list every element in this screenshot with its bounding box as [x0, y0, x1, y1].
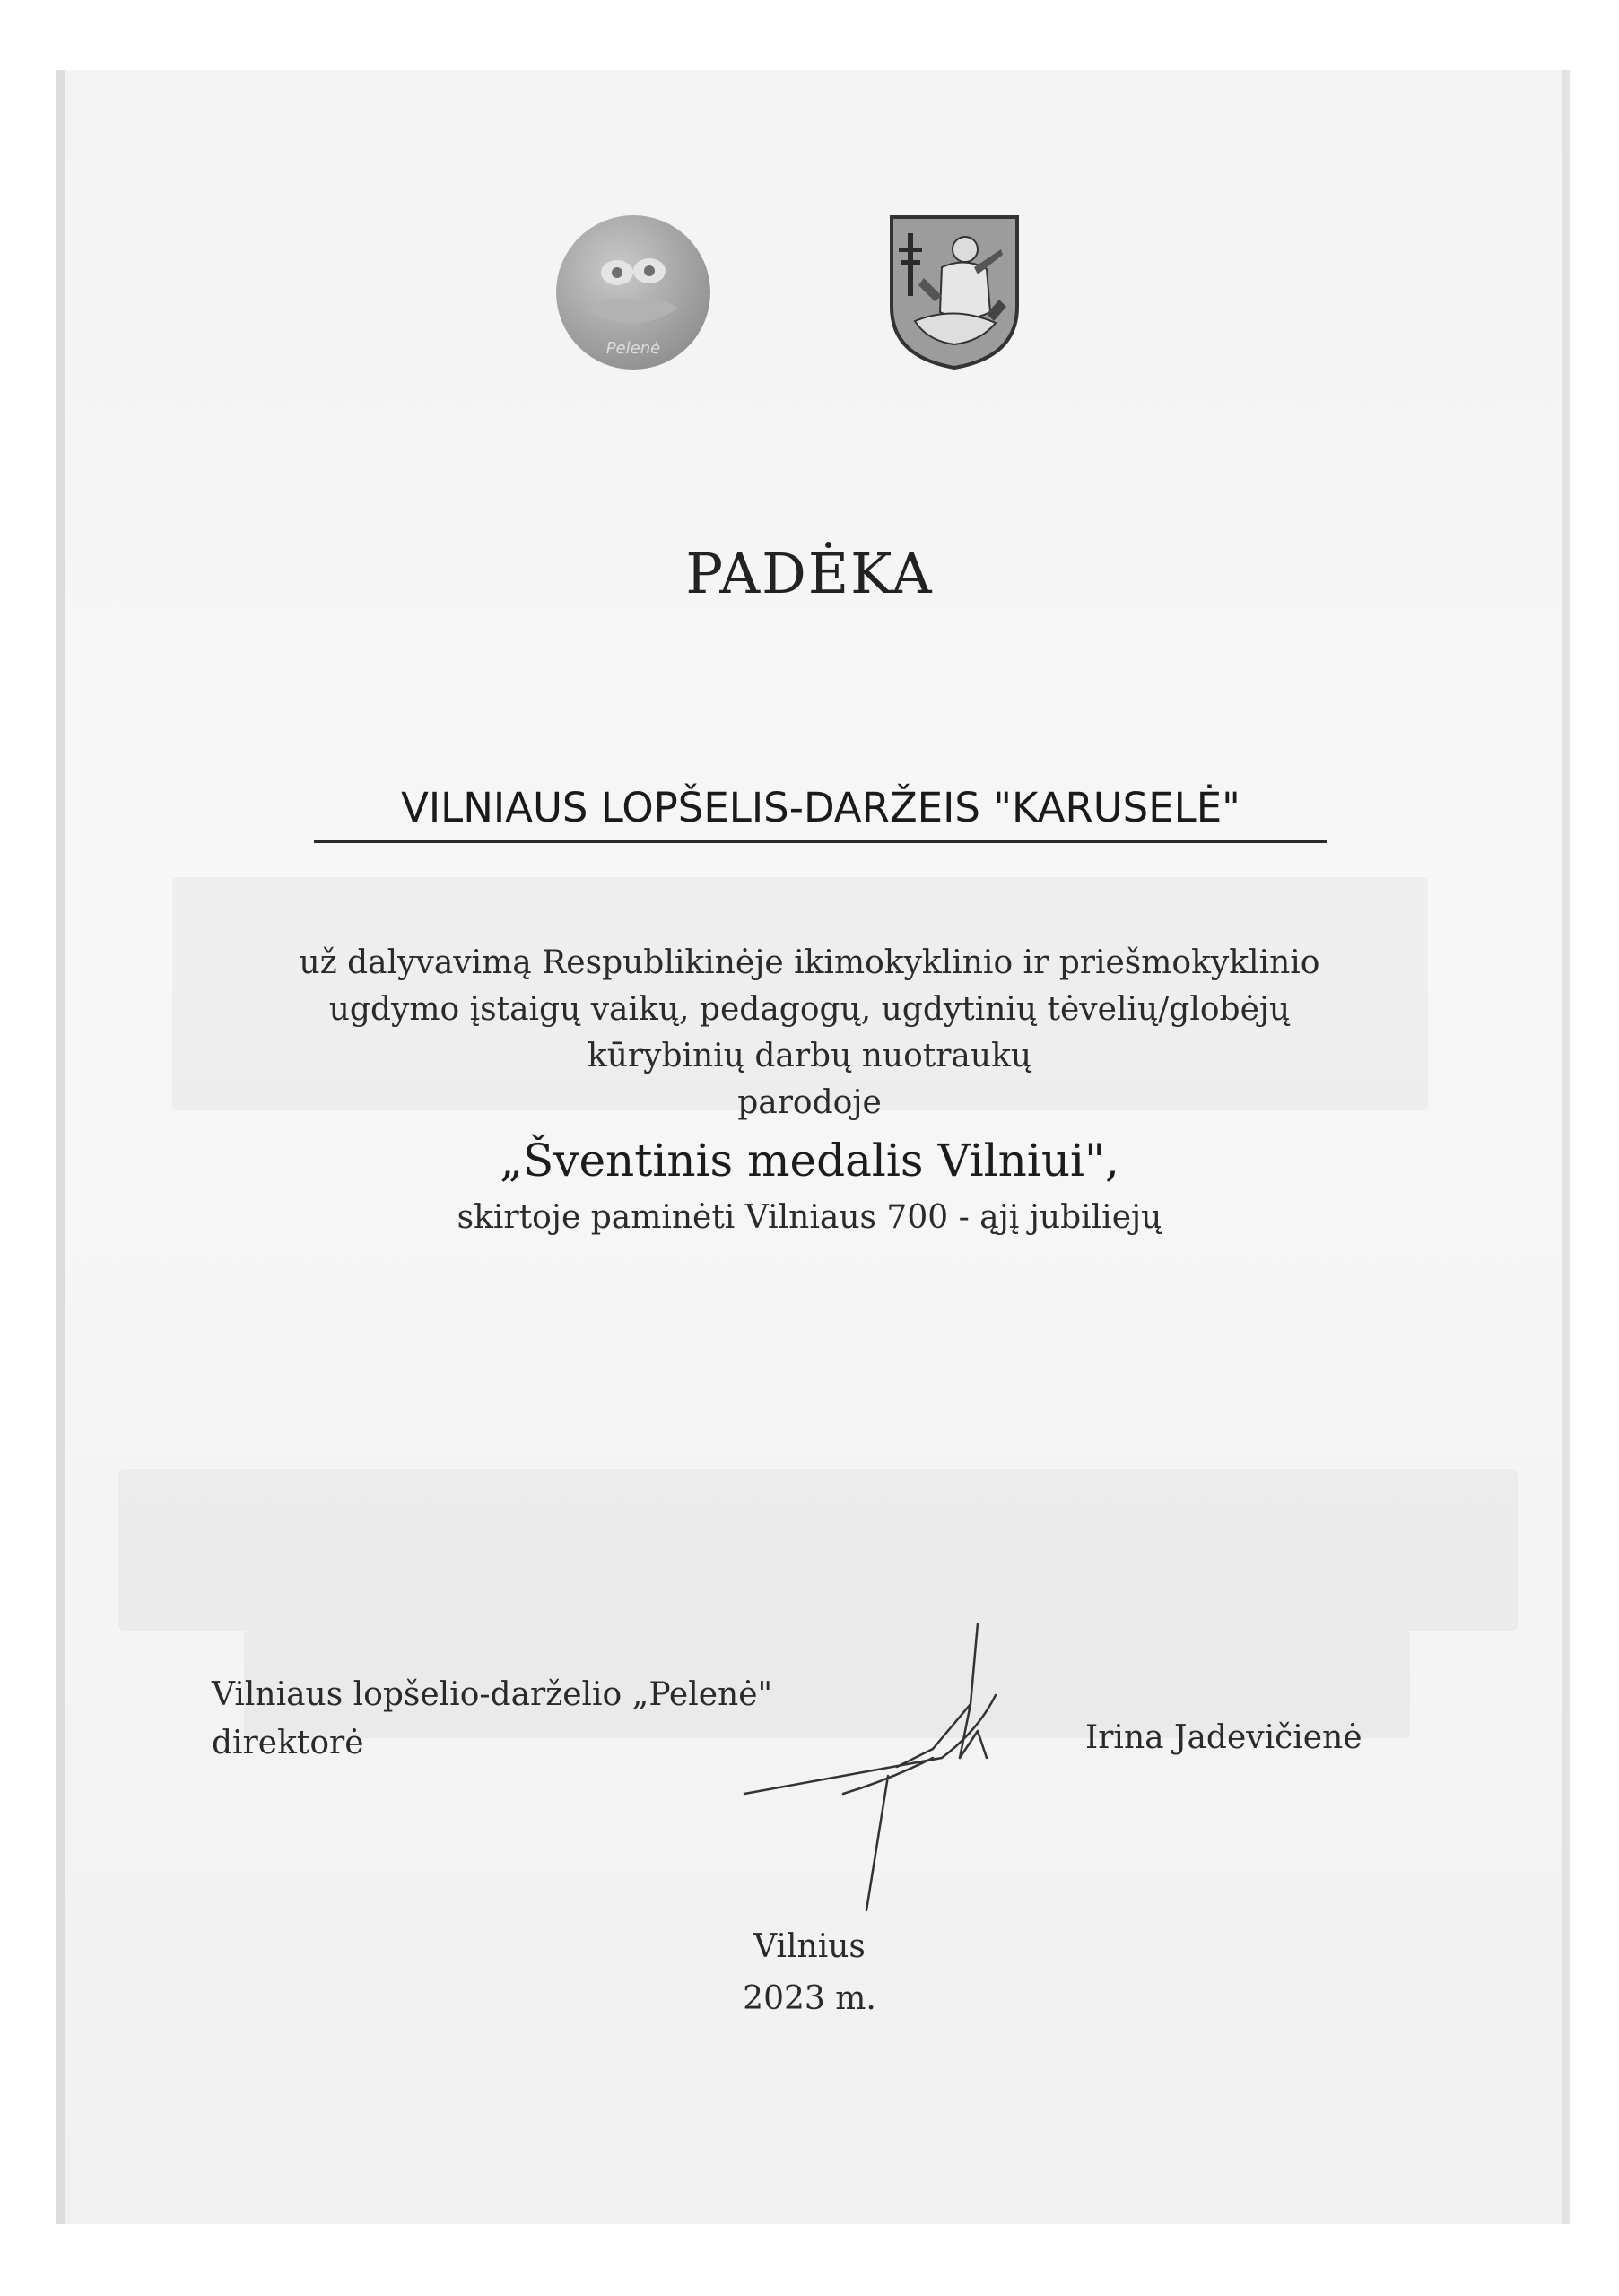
body-line: už dalyvavimą Respublikinėje ikimokyklinio ir priešmokyklinio: [299, 944, 1320, 981]
year: 2023 m.: [743, 1980, 876, 2017]
recipient-name: VILNIAUS LOPŠELIS-DARŽEIS "KARUSELĖ": [314, 784, 1327, 843]
signer-organization: [212, 1671, 772, 1768]
closing-line: skirtoje paminėti Vilniaus 700 - ąjį jubiliejų: [457, 1199, 1162, 1236]
signature-icon: [709, 1623, 1049, 1919]
scan-ghost-area: [118, 1469, 1518, 1631]
place: Vilnius: [753, 1928, 866, 1965]
body-line: parodoje: [737, 1084, 882, 1121]
svg-text:Pelenė: Pelenė: [605, 339, 661, 358]
place-and-date: [0, 1921, 1619, 2025]
signer-title: direktorė: [212, 1725, 364, 1761]
event-name: „Šventinis medalis Vilniui",: [500, 1135, 1119, 1187]
body-line: ugdymo įstaigų vaikų, pedagogų, ugdytinių tėvelių/globėjų: [328, 991, 1291, 1028]
body-line: kūrybinių darbų nuotraukų: [587, 1038, 1032, 1074]
signer-name: Irina Jadevičienė: [1085, 1719, 1362, 1756]
coat-of-arms-icon: [888, 213, 1021, 371]
signer-org-line: Vilniaus lopšelio-darželio „Pelenė": [212, 1676, 773, 1713]
certificate-title: PADĖKA: [685, 541, 934, 606]
certificate-body: [0, 940, 1619, 1241]
kindergarten-logo-icon: [553, 212, 714, 373]
